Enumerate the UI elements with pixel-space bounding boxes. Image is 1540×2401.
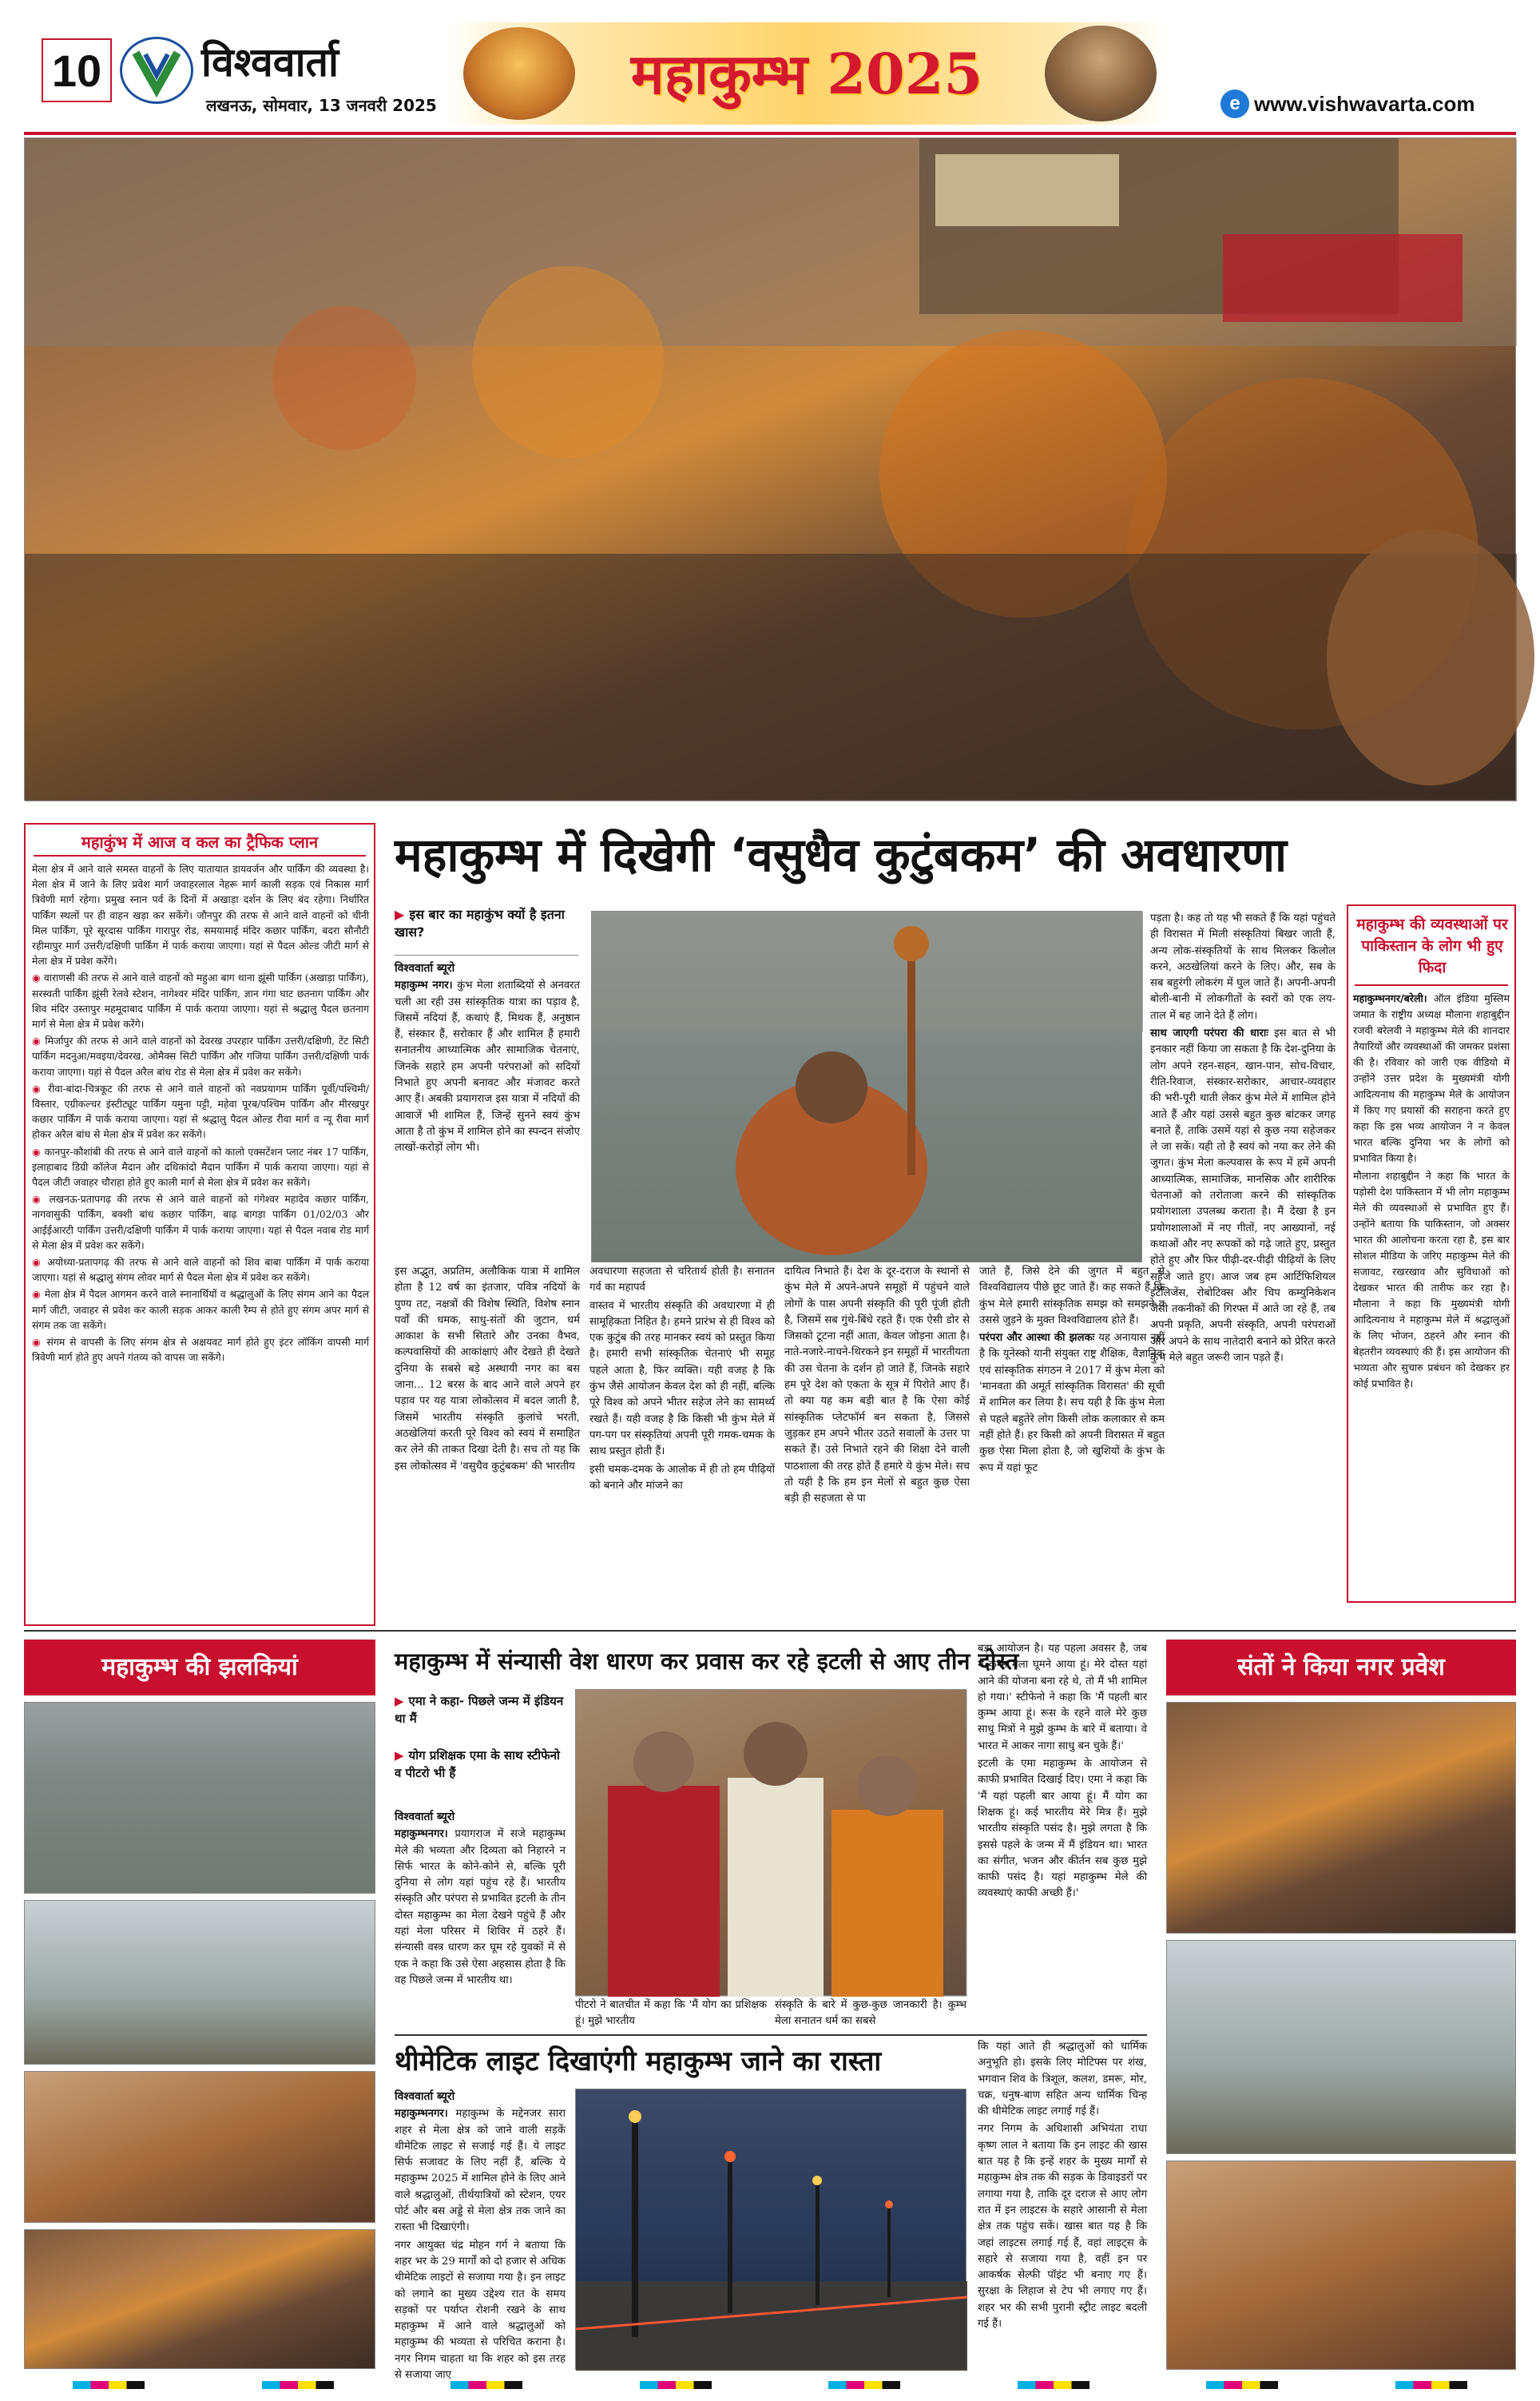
thematic-dateline: महाकुम्भनगर। — [395, 2108, 456, 2121]
paper-name: विश्ववार्ता — [201, 39, 339, 85]
italy-headline: महाकुम्भ में संन्यासी वेश धारण कर प्रवास कर रहे इटली से आए तीन दोस्त — [395, 1648, 1019, 1675]
triangle-bullet-icon: ▶ — [395, 1748, 404, 1763]
triangle-bullet-icon: ▶ — [395, 907, 405, 922]
masthead-banner — [447, 22, 1166, 125]
italy-caption-left — [575, 1998, 767, 2029]
page-number: 10 — [51, 45, 102, 96]
main-col2 — [395, 1264, 580, 1603]
thematic-byline: विश्ववार्ता ब्यूरो — [395, 2090, 455, 2103]
italy-col1 — [395, 1809, 566, 2029]
italy-bullet-1-text: एमा ने कहा- पिछले जन्म में इंडियन था मैं — [395, 1694, 564, 1726]
traffic-heading-rule — [34, 855, 366, 857]
italy-caption-left-text: पीटरो ने बातचीत में कहा कि 'मैं योग का प्रशिक्षक हूं। मुझे भारतीय — [575, 1999, 767, 2028]
traffic-plan-box — [24, 823, 375, 1626]
jhalkiyan-photo-2 — [24, 1900, 375, 2065]
thematic-col2-para-2: नगर निगम के अधिशासी अभियंता राधा कृष्ण लाल ने बताया कि इन लाइट की खास बात यह है कि इन्हें शहर के मुख्य मार्गों से महाकुम्भ क्षेत्र तक की सड़क के डिवाइडरों पर लगाया गया है, ताकि दूर दराज से आए लोग रात में इन लाइटस के सहारे आसानी से मेला क्षेत्र तक पहुंच सकें। खास बात यह है कि जहां लाइटस लगाई गई हैं, वहां लाइट्स के सहारे से सजाया गया है, वहीं इन पर आकर्षक सेल्फी पॉइंट भी बनाए गए हैं। सुरक्षा के लिहाज से टेप भी लगाए गए हैं। शहर भर की सभी पुरानी स्ट्रीट लाइट बदली गई हैं। — [978, 2123, 1147, 2331]
main-col3-para-3: इसी चमक-दमक के आलोक में ही तो हम पीढ़ियों को बनाने और मांजने का — [589, 1463, 775, 1492]
traffic-para-4: ◉ रीवा-बांदा-चित्रकूट की तरफ से आने वाले वाहनों को नवप्रयागम पार्किंग पूर्वी/पश्चिमी/विस्तार, एग्रीकल्चर इंस्टीट्यूट पार्किंग यमुना पट्टी, महेवा पूरब/पश्चिम पार्किंग और मीरखपुर कछार पार्किंग में पार्क कराया जाएगा। यहां से श्रद्धालु पैदल ओल्ड रीवा मार्ग व न्यू रीवा मार्ग होकर अरैल बांध से मेला क्षेत्र में प्रवेश कर सकेंगे। — [32, 1082, 369, 1141]
main-col5b-text: यह अनायास नहीं है कि यूनेस्को यानी संयुक्त राष्ट्र शैक्षिक, वैज्ञानिक एवं सांस्कृतिक संगठन ने 2017 में कुंभ मेला को 'मानवता की अमूर्त सांस्कृतिक विरासत' की सूची में शामिल कर लिया है। सच यही है कि कुंभ मेला से पहले बहुतेरे लोग किसी लोक कलाकार से कम नहीं होते हैं। हर किसी को अपनी विरासत में बहुत कुछ ऐसा मिला होता है, जो खुशियों के कुंभ के रूप में यहां फूट — [979, 1332, 1165, 1474]
hero-procession-photo — [24, 137, 1516, 801]
thematic-col1 — [395, 2089, 566, 2382]
italy-bullet-1 — [395, 1692, 566, 1727]
italy-caption-mid-text: संस्कृति के बारे में कुछ-कुछ जानकारी है। कुम्भ मेला सनातन धर्म का सबसे — [775, 1999, 966, 2028]
traffic-para-7: ◉ अयोध्या-प्रतापगढ़ की तरफ से आने वाले वाहनों को शिव बाबा पार्किंग में पार्क कराया जाएगा। यहां से श्रद्धालु संगम लोवर मार्ग से पैदल मेला क्षेत्र में प्रवेश कर सकेंगे। — [32, 1256, 369, 1284]
sadhu-in-river-photo — [591, 911, 1142, 1262]
traffic-para-6: ◉ लखनऊ-प्रतापगढ़ की तरफ से आने वाले वाहनों को गंगेश्वर महादेव कछार पार्किंग, नागवासुकी पार्किंग, बक्शी बांध कछार पार्किंग, बाढ़ बागड़ा पार्किंग 01/02/03 और आईईआरटी पार्किंग उत्तरी/दक्षिणी पार्किंग में पार्क कराया जाएगा। यहां से पैदल नवाब रोड मार्ग से मेला क्षेत्र में प्रवेश कर सकेंगे। — [32, 1193, 369, 1251]
main-dateline: महाकुम्भ नगर। — [395, 980, 453, 992]
color-registration-strip — [24, 2381, 1516, 2392]
italy-col2-para-2: इटली के एमा महाकुम्भ के आयोजन से काफी प्रभावित दिखाई दिए। एमा ने कहा कि 'मैं यहां पहली बार आया हूं। मैं योग का शिक्षक हूं। कई भारतीय मेरे मित्र हैं। मुझे भारतीय संस्कृति पसंद है। मुझे लगता है कि इससे पहले के जन्म में मैं इंडियन था। भारत का संगीत, भजन और कीर्तन सब कुछ मुझे काफी पसंद है। यहां महाकुम्भ मेले की व्यवस्थाएं काफी अच्छी हैं।' — [978, 1758, 1147, 1900]
traffic-para-5: ◉ कानपुर-कौशांबी की तरफ से आने वाले वाहनों को कालो एक्सटेंशन प्लाट नंबर 17 पार्किंग, इलाहाबाद डिग्री कॉलेज मैदान और दधिकांदो मैदान पार्किंग में पार्क कराया जाएगा। यहां से पैदल जीटी जवाहर चौराहा होते हुए काली मार्ग से मेला क्षेत्र में प्रवेश कर सकेंगे। — [32, 1145, 369, 1189]
masthead — [0, 0, 1540, 132]
pakistan-para-2: मौलाना शहाबुद्दीन ने कहा कि भारत के पड़ोसी देश पाकिस्तान में भी लोग महाकुम्भ मेले की व्यवस्थाओं से प्रभावित हुए हैं। उन्होंने बताया कि पाकिस्तान, जो अक्सर भारत की आलोचना करता रहा है, इस बार सोशल मीडिया के जरिए महाकुम्भ मेले की सजावट, रखरखाव और सुविधाओं को देखकर भारत की तारीफ कर रहा है। मौलाना ने कहा कि मुख्यमंत्री योगी आदित्यनाथ ने महाकुम्भ मेले में श्रद्धालुओं के लिए भोजन, ठहरने और स्नान की बेहतरीन व्यवस्थाएं की हैं। इस आयोजन की भव्यता और सुचारु प्रबंधन को देखकर हर कोई प्रभावित है। — [1353, 1170, 1510, 1389]
page-number-box — [42, 38, 112, 102]
main-col6-subhead: साथ जाएगी परंपरा की धाराः — [1150, 1028, 1268, 1040]
traffic-body — [32, 861, 369, 1620]
italy-col2-para-1: बड़ा आयोजन है। यह पहला अवसर है, जब मैं कुम्भ मेला घूमने आया हूं। मेरे दोस्त यहां आने की योजना बना रहे थे, तो मैं भी शामिल हो गया।' स्टीफेनो ने कहा कि 'मैं पहली बार कुम्भ आया हूं। रूस के रहने वाले मेरे कुछ साधु मित्रों ने मुझे कुम्भ के बारे में बताया। वे भारत में आकर नागा साधु बन चुके हैं।' — [978, 1643, 1147, 1752]
main-col5 — [979, 1264, 1165, 1603]
website-url[interactable]: www.vishwavarta.com — [1254, 91, 1475, 116]
traffic-para-9: ◉ संगम से वापसी के लिए संगम क्षेत्र से अक्षयवट मार्ग होते हुए इंटर लॉकिंग वापसी मार्ग त्रिवेणी मार्ग होते हुए अपने गंतव्य को वापस जा सकेंगे। — [32, 1336, 369, 1364]
thematic-headline: थीमेटिक लाइट दिखाएंगी महाकुम्भ जाने का रास्ता — [395, 2045, 882, 2077]
red-bullet-icon: ◉ — [32, 1336, 47, 1349]
thematic-col1-para-2: नगर आयुक्त चंद्र मोहन गर्ग ने बताया कि शहर भर के 29 मार्गों को दो हजार से अधिक थीमेटिक लाइटों से सजाया गया है। इन लाइट को लगाने का मुख्य उद्देश्य रात के समय सड़कों पर पर्याप्त रोशनी रखने के साथ महाकुम्भ में आने वाले श्रद्धालुओं को महाकुम्भ की भव्यता से परिचित कराना है। नगर निगम चाहता था कि शहर को इस तरह से सजाया जाए — [395, 2239, 566, 2382]
italy-bullet-2 — [395, 1747, 566, 1782]
section-divider — [24, 1630, 1516, 1632]
traffic-para-8: ◉ मेला क्षेत्र में पैदल आगमन करने वाले स्नानार्थियों व श्रद्धालुओं के लिए संगम आने का पैदल मार्ग जीटी, जवाहर से प्रवेश कर काली सड़क आकर काली रैम्प से होते हुए संगम अपर मार्ग से संगम तक जा सकेंगे। — [32, 1288, 369, 1331]
place-date: लखनऊ, सोमवार, 13 जनवरी 2025 — [206, 96, 437, 115]
section-title: महाकुम्भ 2025 — [630, 41, 983, 107]
sadhu-illustration — [1045, 26, 1157, 121]
main-col6 — [1150, 911, 1336, 1603]
main-col1-text: कुंभ मेला शताब्दियों से अनवरत चली आ रही उस सांस्कृतिक यात्रा का पड़ाव है, जिसमें नदियां हैं, कथाएं हैं, मिथक हैं, अनुष्ठान हैं, संस्कार हैं, सरोकार हैं और शामिल हैं हमारी सनातनीय आध्यात्मिक और सामाजिक चेतनाएं, जिनके सहारे हम अपनी परंपराओं को सदियों निभाते हुए अपनी बनावट और मंजावट करते आए हैं। अबकी प्रयागराज इस यात्रा में नदियों की आवाजें भी शामिल हैं, जिन्हें सुनने स्वयं कुंभ आता है तो कुंभ में शामिल होने का स्पन्दन संजोए लाखों-करोड़ों लोग भी। — [395, 980, 581, 1155]
santon-photo-3 — [1166, 2161, 1516, 2370]
website-block — [1220, 89, 1475, 118]
italy-col1-text: प्रयागराज में सजे महाकुम्भ मेले की भव्यता और दिव्यता को निहारने न सिर्फ भारत के कोने-कोने से, बल्कि पूरी दुनिया से लोग यहां पहुंच रहे हैं। भारतीय संस्कृति और परंपरा से प्रभावित इटली के तीन दोस्त महाकुम्भ का मेला देखने पहुंचे हैं और यहां मेला परिसर में शिविर में ठहरे हैं। संन्यासी वस्त्र धारण कर घूम रहे युवकों में से एक ने कहा कि उसे ऐसा अहसास होता है कि वह पिछले जन्म में भारतीय था। — [395, 1828, 566, 1986]
pakistan-para-1: महाकुम्भनगर/बरेली। ऑल इंडिया मुस्लिम जमात के राष्ट्रीय अध्यक्ष मौलाना शहाबुद्दीन रजवी बरेलवी ने महाकुम्भ मेले की शानदार तैयारियों और व्यवस्थाओं की जमकर प्रशंसा की है। रविवार को जारी एक वीडियो में उन्होंने उत्तर प्रदेश के मुख्यमंत्री योगी आदित्यनाथ की महाकुम्भ मेले के आयोजन में किए गए प्रयासों की सराहना करते हुए कहा कि इस भव्य आयोजन ने न केवल भारत बल्कि दुनिया भर के लोगों को प्रभावित किया है। — [1353, 992, 1510, 1164]
pakistan-heading-rule — [1355, 984, 1508, 986]
logo-v-icon — [120, 37, 193, 104]
main-col1 — [395, 960, 580, 1264]
italy-thematic-divider — [395, 2034, 1147, 2036]
jhalkiyan-heading: महाकुम्भ की झलकियां — [24, 1640, 375, 1695]
main-col5-text: जाते हैं, जिसे देने की जुगत में बहुत से विश्वविद्यालय पीछे छूट जाते हैं। कह सकते हैं कि कुंभ मेले हमारी सांस्कृतिक समझ को समझने व उससे जुड़ने के मुक्त विश्वविद्यालय होते हैं। — [979, 1266, 1165, 1326]
jhalkiyan-photo-1 — [24, 1702, 375, 1894]
main-question — [395, 906, 578, 941]
traffic-para-3: ◉ मिर्जापुर की तरफ से आने वाले वाहनों को देवरख उपरहार पार्किंग उत्तरी/दक्षिणी, टेंट सिटी पार्किंग मदनुआ/मवइया/देवरख, ओमैक्स सिटी पार्किंग और गजिया पार्किंग उत्तरी/दक्षिणी पार्क कराया जाएगा। यहां से पैदल अरैल बांध रोड से मेला क्षेत्र में प्रवेश कर सकेंगे। — [32, 1035, 369, 1078]
traffic-heading: महाकुंभ में आज व कल का ट्रैफिक प्लान — [81, 833, 319, 852]
main-col5-subhead: परंपरा और आस्था की झलकः — [979, 1332, 1095, 1345]
main-col3 — [589, 1264, 775, 1603]
pakistan-heading: महाकुम्भ की व्यवस्थाओं पर पाकिस्तान के लोग भी हुए फिदा — [1356, 916, 1508, 976]
main-col3-para-2: वास्तव में भारतीय संस्कृति की अवधारणा में ही सामूहिकता निहित है। हमने प्रारंभ से ही विश्व को एक कुटुंब की तरह मानकर स्वयं को प्रस्तुत किया है। हमारी सभी सांस्कृतिक चेतनाएं भी समूह पहले आता है, फिर व्यक्ति। यही वजह है कि कुंभ जैसे आयोजन केवल देश को ही नहीं, बल्कि पूरे विश्व को अपने भीतर सहेज लेने का सामर्थ्य रखते हैं। यही वजह है कि किसी भी कुंभ मेले में पग-पग पर संस्कृतियां अपनी पूरी गमक-चमक के साथ प्रस्तुत होती हैं। — [589, 1299, 775, 1458]
traffic-para-2: ◉ वाराणसी की तरफ से आने वाले वाहनों को महुआ बाग थाना झूंसी पार्किंग (अखाड़ा पार्किंग), सरस्वती पार्किंग झूंसी रेलवे स्टेशन, नागेश्वर मंदिर पार्किंग, ज्ञान गंगा घाट छतनाग पार्किंग और शिव मंदिर उस्तापुर महमूदाबाद पार्किंग में पार्क कराया जाएगा। यहां से श्रद्धालु पैदल छतनाग मार्ग से मेला क्षेत्र में प्रवेश करेंगे। — [32, 972, 369, 1031]
globe-e-icon: e — [1220, 89, 1249, 118]
red-bullet-icon: ◉ — [32, 1082, 49, 1095]
pakistan-body — [1353, 991, 1510, 1598]
main-col2-text: इस अद्भुत, अप्रतिम, अलौकिक यात्रा में शामिल होता है 12 वर्ष का इंतजार, पवित्र नदियों के पुण्य तट, नक्षत्रों की विशेष स्थिति, विशेष स्नान पर्वों की धमक, साधु-संतों की जुटान, धर्म आकाश के सभी सितारे और उनका वैभव, कल्पवासियों की आकांक्षाएं और देखते ही देखते दुनिया के सबसे बड़े अस्थायी नगर का बस जाना... 12 बरस के बाद आने वाले अपने हर पड़ाव पर यह यात्रा लोकोत्सव में बदल जाती है, जिसमें भारतीय संस्कृति कुलांचे भरती, अठखेलियां करती पूरे विश्व को स्वयं में समाहित कर लेने की ताकत दिखा देती है। सच तो यह कि इस लोकोत्सव में 'वसुधैव कुटुंबकम' की भारतीय — [395, 1266, 580, 1473]
thematic-col2 — [978, 2039, 1147, 2370]
red-bullet-icon: ◉ — [32, 1035, 46, 1047]
pakistan-box — [1347, 904, 1516, 1603]
main-col3-para-1: अवधारणा सहजता से चरितार्थ होती है। सनातन गर्व का महापर्व — [589, 1266, 775, 1294]
deity-illustration — [463, 27, 575, 120]
main-col4 — [784, 1264, 970, 1603]
masthead-rule — [24, 132, 1516, 135]
santon-heading: संतों ने किया नगर प्रवेश — [1166, 1640, 1516, 1695]
jhalkiyan-photo-3 — [24, 2071, 375, 2223]
thematic-lights-photo — [575, 2089, 966, 2370]
thematic-col2-para-1: कि यहां आते ही श्रद्धालुओं को धार्मिक अनुभूति हो। इसके लिए मोटिफ्स पर शंख, भगवान शिव के त्रिशूल, कलश, डमरू, मोर, चक्र, धनुष-बाण सहित अन्य धार्मिक चिन्ह की थीमेटिक लाइट लगाई गई हैं। — [978, 2041, 1147, 2118]
red-bullet-icon: ◉ — [32, 1193, 50, 1206]
thematic-col1-para-1: महाकुम्भनगर। महाकुम्भ के मद्देनजर सारा शहर से मेला क्षेत्र को जाने वाली सड़कें थीमेटिक लाइट से सजाई गई हैं। ये लाइट सिर्फ सजावट के लिए नहीं हैं, बल्कि ये महाकुम्भ 2025 में शामिल होने के लिए आने वाले श्रद्धालुओं, तीर्थयात्रियों को स्टेशन, एयर पोर्ट और बस अड्डे से मेला क्षेत्र तक जाने का रास्ता भी दिखाएंगी। — [395, 2108, 566, 2234]
main-question-text: इस बार का महाकुंभ क्यों है इतना खास? — [395, 907, 565, 940]
santon-photo-1 — [1166, 1702, 1516, 1934]
italian-friends-photo — [575, 1689, 966, 1996]
pakistan-dateline: महाकुम्भनगर/बरेली। — [1353, 992, 1434, 1004]
main-col6-text: पड़ता है। कह तो यह भी सकते हैं कि यहां पहुंचते ही विरासत में मिली संस्कृतियां बिखर जाती हैं, अन्य लोक-संस्कृतियों के साथ मिलकर किलोल करने, अठखेलियां करने के लिए। और, सब के सब बहुरंगी लोकरंग में घुल जाते हैं। अपनी-अपनी बोली-बानी में लोकगीतों के स्वरों को एक लय-ताल में बह जाने देते हैं लोग। — [1150, 912, 1336, 1022]
italy-byline: विश्ववार्ता ब्यूरो — [395, 1811, 455, 1823]
italy-col2 — [978, 1641, 1147, 2029]
main-headline: महाकुम्भ में दिखेगी ‘वसुधैव कुटुंबकम’ की अवधारणा — [395, 828, 1288, 882]
main-col6b-text: इस बात से भी इनकार नहीं किया जा सकता है कि देश-दुनिया के लोग अपने रहन-सहन, खान-पान, सोच-विचार, रीति-रिवाज, संस्कार-सरोकार, आचार-व्यवहार की भरी-पूरी थाती लेकर कुंभ मेले में शामिल होने आते हैं और यहां उससे बहुत कुछ बांटकर जगह बनाते हैं, ताकि उसमें यहां से कुछ नया सहेजकर ले जा सकें। यही तो है स्वयं को नया कर लेने की जुगत। कुंभ मेला कल्पवास के रूप में हमें अपनी आध्यात्मिक, सामाजिक, मानसिक और शारीरिक चेतनाओं को तरोताजा करने की सांस्कृतिक प्रयोगशाला उपलब्ध कराता है। मैं देखा है इन प्रयोगशालाओं में नए गीतों, नए आख्यानों, नई कथाओं और नए रूपकों को गढ़े जाते हुए, प्रस्तुत होते हुए और फिर पीढ़ी-दर-पीढ़ी पीढ़ियों के लिए सहेजे जाते हुए। आज जब हम आर्टिफिशियल इंटेलिजेंस, रोबोटिक्स और चिप कम्युनिकेशन जैसी तकनीकों की गिरफ्त में आते जा रहे हैं, तब अपनी प्रकृति, अपनी संस्कृति, अपनी परंपराओं और अपने के साथ नातेदारी बनाने को प्रेरित करते कुंभ मेले बहुत जरूरी जान पड़ते हैं। — [1150, 1028, 1336, 1365]
red-bullet-icon: ◉ — [32, 1256, 48, 1269]
italy-bullet-2-text: योग प्रशिक्षक एमा के साथ स्टीफेनो व पीटरो भी हैं — [395, 1748, 560, 1780]
main-col4-text: दायित्व निभाते हैं। देश के दूर-दराज के स्थानों से कुंभ मेले में अपने-अपने समूहों में पहुंचने वाले लोगों के पास अपनी संस्कृति की पूरी पूंजी होती है, जिसमें सब गुंथे-बिंधे रहते हैं। एक ऐसी डोर से जिसको टूटना नहीं आता, केवल जोड़ना आता है। नाते-नजारे-नाचने-थिरकने इन समूहों में भारतीयता की उस चेतना के दर्शन हो जाते हैं, जिनके सहारे हम पूरे देश को एकता के सूत्र में पिरोते आए हैं। तो क्या यह कम बड़ी बात है कि ऐसा कोई सांस्कृतिक प्लेटफॉर्म बन सकता है, जिससे जुड़कर हम अपने भीतर उठते सवालों के उत्तर पा सकते हैं। उसे निभाते रहने की शिक्षा देने वाली पाठशाला की तरह होते हैं हमारे ये कुंभ मेले। सच तो यही है कि हम इन मेलों से बहुत कुछ ऐसा बड़ी ही सहजता से पा — [784, 1266, 970, 1505]
red-bullet-icon: ◉ — [32, 972, 44, 984]
italy-caption-mid — [775, 1998, 966, 2029]
main-byline: विश्ववार्ता ब्यूरो — [395, 962, 455, 975]
question-rule — [395, 955, 578, 956]
red-bullet-icon: ◉ — [32, 1145, 45, 1158]
jhalkiyan-photo-4 — [24, 2229, 375, 2369]
italy-dateline: महाकुम्भनगर। — [395, 1828, 448, 1841]
triangle-bullet-icon: ▶ — [395, 1694, 404, 1708]
santon-photo-2 — [1166, 1940, 1516, 2154]
traffic-para-1: मेला क्षेत्र में आने वाले समस्त वाहनों के लिए यातायात डायवर्जन और पार्किंग की व्यवस्था है। मेला क्षेत्र में जाने के लिए प्रवेश मार्ग जवाहरलाल नेहरू मार्ग काली सड़क एवं निकास मार्ग त्रिवेणी मार्ग रहेगा। प्रमुख स्नान पर्व के दिनों में अखाड़ा दर्शन के लिए बंद रहेगा। निर्धारित पार्किंग स्थलों पर ही वाहन खड़ा कर सकेंगे। जौनपुर की तरफ से आने वाले वाहनों को चीनी मिल पार्किंग, पूरे सूरदास पार्किंग गारापुर रोड, समयामाई मंदिर कछार पार्किंग, बदरा सौनौटी रहीमापुर मार्ग उत्तरी/दक्षिणी पार्किंग में पार्क कराया जाएगा। यहां से पैदल ओल्ड जीटी मार्ग से मेला क्षेत्र में प्रवेश करेंगे। — [32, 863, 369, 968]
red-bullet-icon: ◉ — [32, 1288, 45, 1301]
